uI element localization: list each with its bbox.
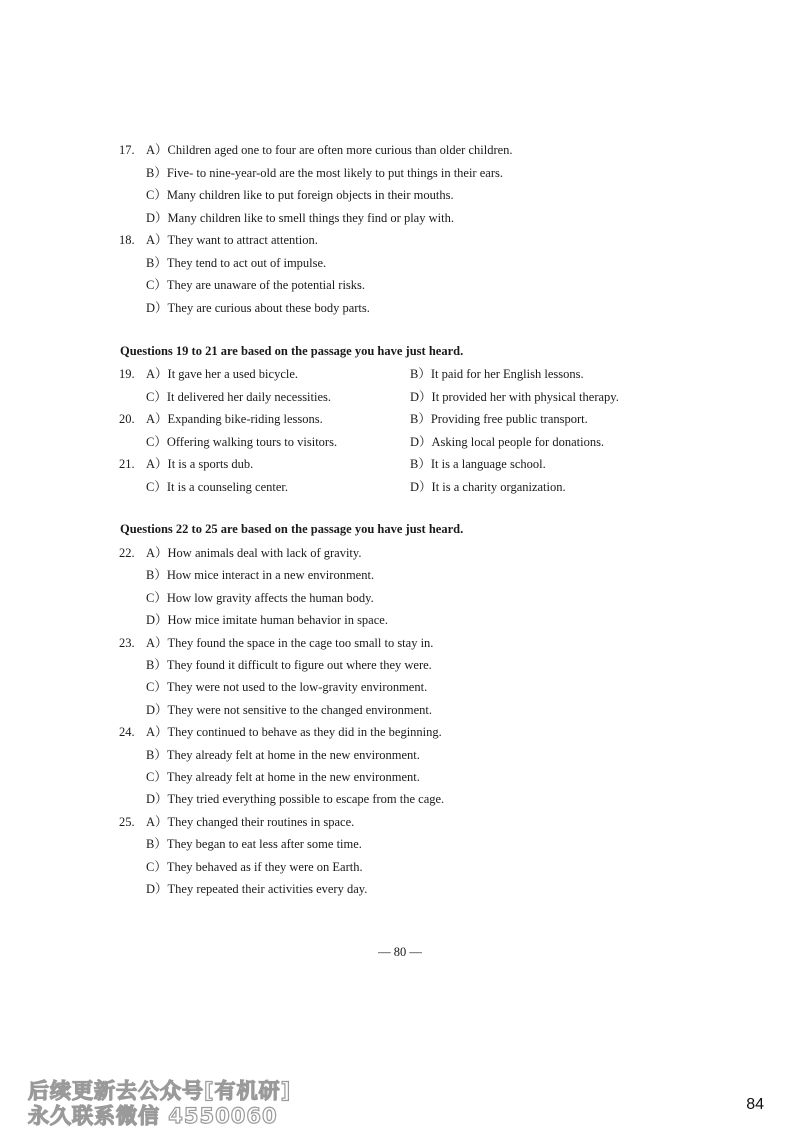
option-text: They were not used to the low-gravity environment. (166, 680, 428, 695)
option-right: D）Asking local people for donations. (410, 434, 605, 449)
question-number: 17. (119, 143, 135, 157)
question-number: 22. (119, 546, 135, 560)
section-heading-19-21: Questions 19 to 21 are based on the passage you have just heard. (120, 344, 464, 358)
page-number: — 80 — (378, 945, 422, 959)
question-number: 25. (119, 814, 135, 829)
option-text: They want to attract attention. (167, 233, 318, 247)
question-number: 21. (119, 457, 135, 471)
option-line (146, 142, 513, 158)
option-text: They already felt at home in the new environment. (166, 747, 420, 762)
option-line (146, 859, 363, 875)
option-line (146, 545, 361, 561)
question-number: 20. (119, 412, 135, 426)
watermark-line-1: 后续更新去公众号[有机研] (28, 1079, 292, 1103)
option-text: They found the space in the cage too small to stay in. (167, 635, 434, 650)
option-label: A） (146, 546, 168, 560)
option-left: C）It is a counseling center. (146, 479, 288, 494)
option-label: A） (146, 635, 168, 650)
option-label: D） (146, 613, 168, 628)
option-text: They are curious about these body parts. (167, 300, 370, 315)
option-line (146, 814, 354, 830)
option-text: They changed their routines in space. (167, 814, 355, 829)
option-line (146, 612, 388, 628)
option-right: D）It provided her with physical therapy. (410, 389, 619, 404)
option-label: B） (146, 255, 167, 270)
watermark-line-2: 永久联系微信 4550060 (28, 1104, 278, 1128)
option-line (146, 635, 433, 651)
option-right: B）Providing free public transport. (410, 412, 588, 426)
option-line (146, 702, 432, 718)
option-label: B） (146, 568, 167, 583)
option-line (146, 679, 427, 695)
option-left: A）Expanding bike-riding lessons. (146, 412, 323, 426)
option-label: B） (146, 747, 167, 762)
option-line (146, 255, 326, 271)
option-line (146, 277, 365, 293)
option-line (146, 590, 374, 606)
option-right: B）It is a language school. (410, 457, 546, 471)
option-line (146, 791, 444, 807)
option-text: How mice imitate human behavior in space. (167, 613, 388, 628)
option-label: C） (146, 278, 167, 292)
option-line (146, 210, 454, 226)
option-label: C） (146, 770, 167, 784)
option-label: D） (146, 702, 168, 717)
option-left: C）It delivered her daily necessities. (146, 389, 332, 404)
option-left: A）It is a sports dub. (146, 457, 254, 471)
section-heading-22-25: Questions 22 to 25 are based on the passage you have just heard. (120, 522, 464, 536)
option-line (146, 769, 420, 785)
question-number: 23. (119, 635, 135, 650)
option-text: How low gravity affects the human body. (166, 590, 374, 605)
option-label: D） (146, 882, 168, 896)
question-number: 19. (119, 367, 135, 381)
question-number: 18. (119, 233, 135, 247)
option-text: Many children like to put foreign objects in their mouths. (166, 188, 454, 202)
option-text: Five- to nine-year-old are the most likely to put things in their ears. (166, 165, 503, 180)
option-left: A）It gave her a used bicycle. (146, 367, 299, 381)
option-text: Many children like to smell things they find or play with. (167, 210, 454, 225)
option-text: How animals deal with lack of gravity. (167, 546, 362, 560)
option-text: How mice interact in a new environment. (166, 568, 375, 583)
option-left: C）Offering walking tours to visitors. (146, 434, 338, 449)
option-text: They are unaware of the potential risks. (166, 278, 366, 292)
option-label: C） (146, 680, 167, 695)
question-number: 24. (119, 725, 135, 740)
option-label: B） (146, 658, 167, 672)
option-label: C） (146, 859, 167, 874)
option-line (146, 657, 432, 673)
option-label: A） (146, 814, 168, 829)
option-label: D） (146, 792, 168, 807)
option-line (146, 567, 374, 583)
option-text: They already felt at home in the new environment. (166, 770, 420, 784)
option-text: They behaved as if they were on Earth. (166, 859, 363, 874)
option-text: They were not sensitive to the changed environment. (167, 702, 433, 717)
option-line (146, 836, 362, 852)
option-text: They tried everything possible to escape from the cage. (167, 792, 445, 807)
option-line (146, 747, 420, 763)
option-line (146, 232, 318, 248)
option-text: They began to eat less after some time. (166, 837, 362, 852)
option-text: Children aged one to four are often more curious than older children. (167, 143, 513, 157)
option-label: B） (146, 837, 167, 852)
option-line (146, 881, 367, 897)
option-text: They repeated their activities every day. (167, 882, 368, 896)
option-text: They tend to act out of impulse. (166, 255, 327, 270)
option-label: A） (146, 233, 168, 247)
option-right: D）It is a charity organization. (410, 479, 566, 494)
option-label: D） (146, 300, 168, 315)
option-label: A） (146, 725, 168, 740)
option-line (146, 724, 442, 740)
option-text: They found it difficult to figure out where they were. (166, 658, 432, 672)
option-right: B）It paid for her English lessons. (410, 367, 584, 381)
option-label: C） (146, 188, 167, 202)
option-label: C） (146, 590, 167, 605)
option-label: A） (146, 143, 168, 157)
corner-page-number: 84 (746, 1096, 764, 1113)
option-line (146, 300, 370, 316)
option-label: D） (146, 210, 168, 225)
option-label: B） (146, 165, 167, 180)
option-line (146, 187, 454, 203)
option-text: They continued to behave as they did in the beginning. (167, 725, 442, 740)
option-line (146, 165, 503, 181)
